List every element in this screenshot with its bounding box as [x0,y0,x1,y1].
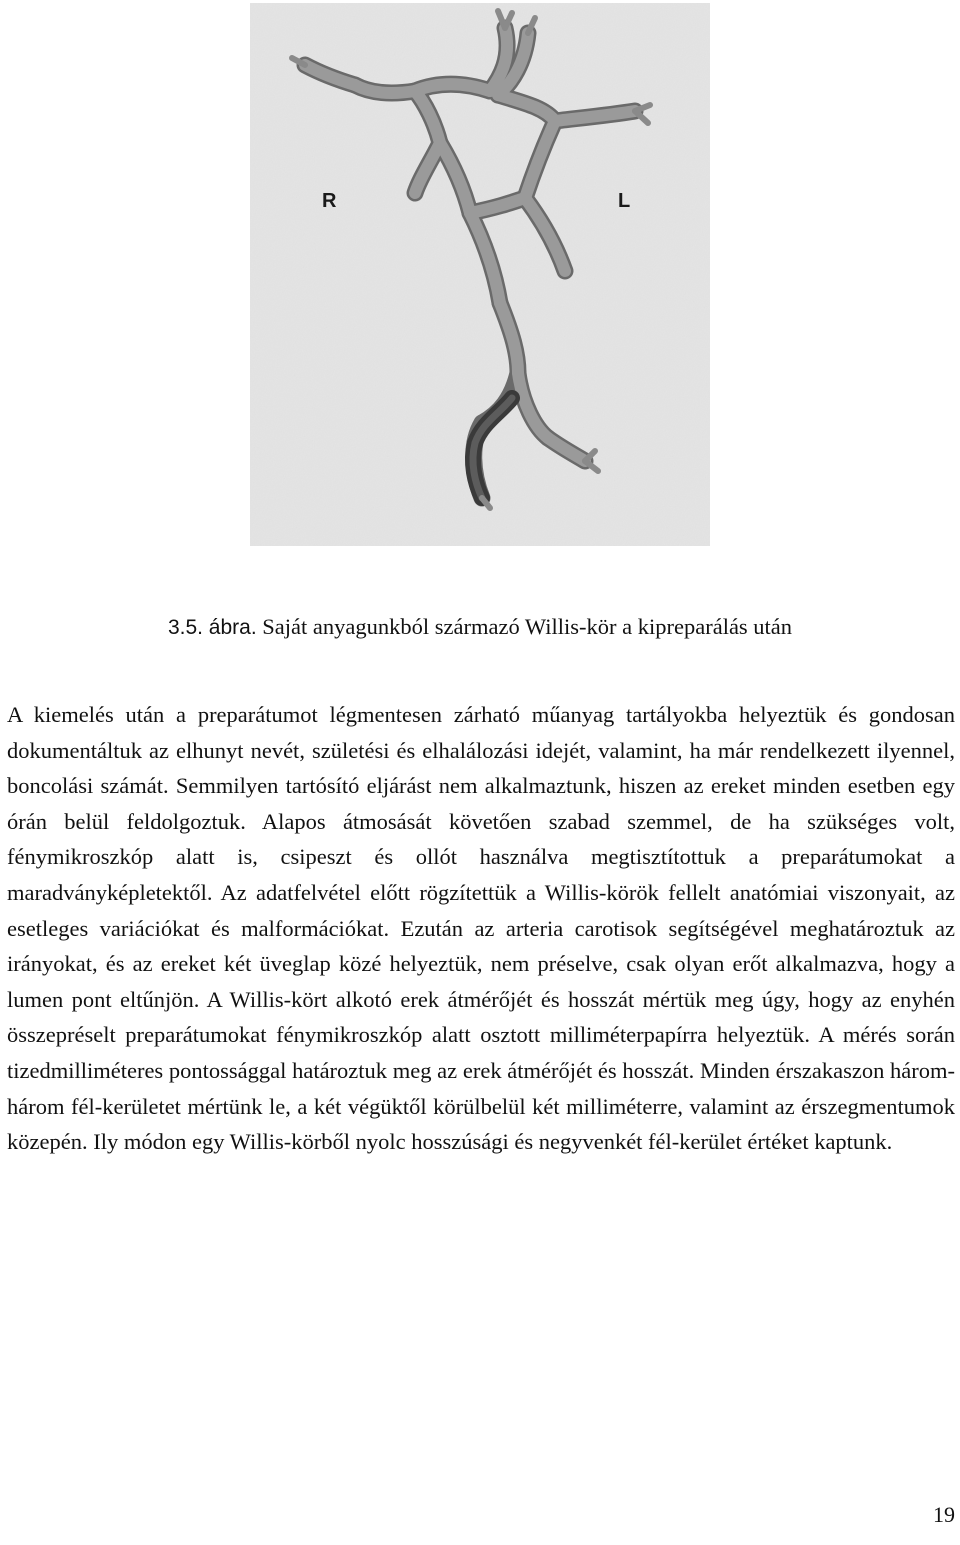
figure-label-left: L [618,190,631,212]
caption-text: Saját anyagunkból származó Willis-kör a kipreparálás után [262,614,793,639]
body-paragraph: A kiemelés után a preparátumot légmentesen zárható műanyag tartályokba helyeztük és gondosan dokumentáltuk az elhunyt nevét, születési és elhalálozási idejét, valamint, ha már rendelkezett ilyennel, boncolási számát. Semmilyen tartósító eljárást nem alkalmaztunk, hiszen az ereket minden esetben egy órán belül feldolgoztuk. Alapos átmosását követően szabad szemmel, de ha szükséges volt, fénymikroszkóp alatt is, csipeszt és ollót használva megtisztítottuk a preparátumokat a maradványképletektől. Az adatfelvétel előtt rögzítettük a Willis-körök fellelt anatómiai viszonyait, az esetleges variációkat és malformációkat. Ezután az arteria carotisok segítségével meghatároztuk az irányokat, és az ereket két üveglap közé helyeztük, nem préselve, csak olyan erőt alkalmazva, hogy a lumen pont eltűnjön. A Willis-kört alkotó erek átmérőjét és hosszát mértük meg úgy, hogy az enyhén összepréselt preparátumokat fénymikroszkóp alatt osztott milliméterpapírra helyeztük. A mérés során tizedmilliméteres pontossággal határoztuk meg az erek átmérőjét és hosszát. Minden érszakaszon három-három fél-kerületet mértünk le, a két végüktől körülbelül két milliméterre, valamint az érszegmentumok közepén. Ily módon egy Willis-körből nyolc hosszúsági és negyvenkét fél-kerület értéket kaptunk. [7,702,955,1155]
willis-circle-photo [250,3,710,546]
figure-label-right: R [322,190,337,212]
figure-caption [0,612,960,643]
page-number: 19 [933,1502,955,1527]
caption-number: 3.5. ábra. [167,616,257,639]
